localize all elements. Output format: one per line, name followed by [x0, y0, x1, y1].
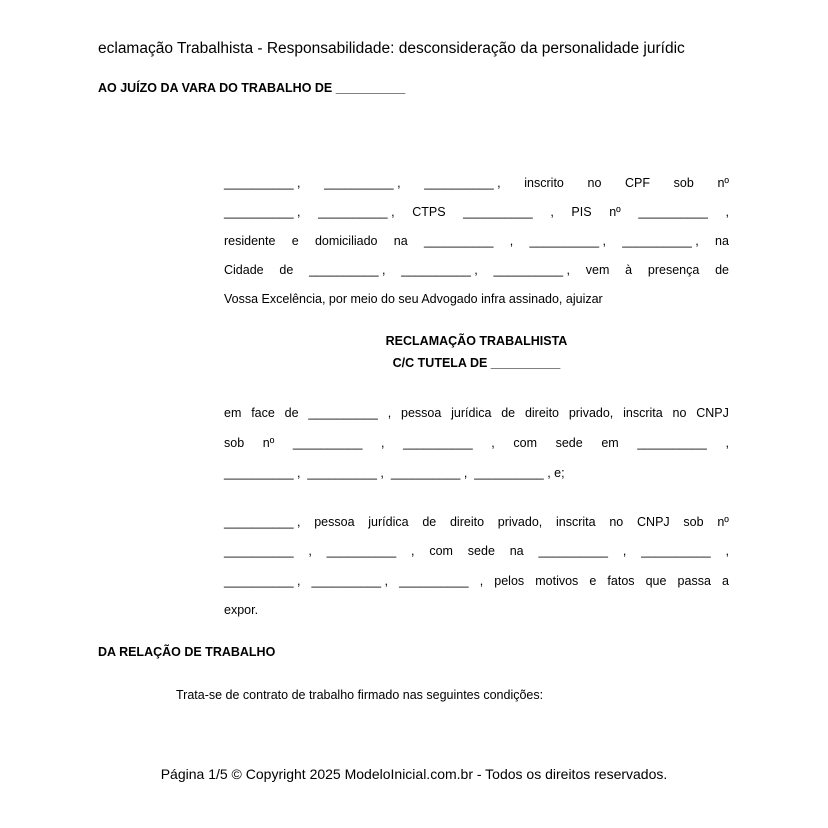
- action-subtitle: C/C TUTELA DE __________: [392, 356, 561, 370]
- word: __________ ,: [318, 205, 395, 219]
- word: de: [501, 406, 516, 420]
- word: __________: [399, 574, 469, 588]
- section-text: Trata-se de contrato de trabalho firmado nas seguintes condições:: [176, 688, 544, 702]
- action-title: RECLAMAÇÃO TRABALHISTA: [385, 334, 568, 348]
- word: que: [645, 574, 667, 588]
- word: ,: [381, 436, 385, 450]
- word: ,: [725, 544, 729, 558]
- word: com: [513, 436, 537, 450]
- section-heading: DA RELAÇÃO DE TRABALHO: [98, 645, 276, 659]
- text-line: [224, 263, 729, 277]
- word: jurídica: [368, 515, 409, 529]
- word: ,: [308, 544, 312, 558]
- word: domiciliado: [314, 234, 378, 248]
- word: pessoa: [401, 406, 442, 420]
- word: expor.: [224, 603, 259, 617]
- word: __________ ,: [622, 234, 699, 248]
- word: __________ ,: [529, 234, 606, 248]
- word: de: [284, 406, 299, 420]
- text-line: [224, 544, 729, 558]
- text-line: [224, 205, 729, 219]
- word: Vossa Excelência, por meio do seu Advogado infra assinado, ajuizar: [224, 292, 603, 306]
- word: passa: [677, 574, 711, 588]
- document-header-title: [0, 40, 828, 62]
- addressee-heading: AO JUÍZO DA VARA DO TRABALHO DE __________: [98, 81, 406, 95]
- word: vem: [585, 263, 610, 277]
- page-footer: Página 1/5 © Copyright 2025 ModeloInicial.com.br - Todos os direitos reservados.: [160, 766, 668, 782]
- word: no: [609, 515, 624, 529]
- word: na: [393, 234, 408, 248]
- word: __________: [538, 544, 608, 558]
- word: com: [429, 544, 453, 558]
- text-line: [224, 436, 729, 450]
- word: __________ ,: [311, 574, 389, 588]
- text-line: [224, 515, 729, 529]
- word: de: [279, 263, 294, 277]
- word: __________: [637, 436, 707, 450]
- word: ,: [725, 205, 729, 219]
- word: __________ ,: [224, 574, 301, 588]
- word: de: [715, 263, 729, 277]
- word: __________ ,: [224, 176, 301, 190]
- word: motivos: [535, 574, 579, 588]
- text-line: [224, 176, 729, 190]
- header-title-text: eclamação Trabalhista - Responsabilidade: desconsideração da personalidade jurídic: [98, 40, 685, 57]
- word: inscrita: [556, 515, 596, 529]
- word: nº: [717, 515, 729, 529]
- word: na: [715, 234, 729, 248]
- word: no: [587, 176, 602, 190]
- word: PIS: [571, 205, 592, 219]
- word: e: [291, 234, 299, 248]
- word: em: [224, 406, 242, 420]
- word: sob: [673, 176, 694, 190]
- word: presença: [647, 263, 700, 277]
- word: CTPS: [412, 205, 446, 219]
- word: __________: [403, 436, 473, 450]
- word: __________: [423, 234, 494, 248]
- word: ,: [509, 234, 514, 248]
- word: ,: [387, 406, 392, 420]
- word: __________ ,: [493, 263, 570, 277]
- word: __________ ,: [424, 176, 501, 190]
- word: de: [422, 515, 437, 529]
- word: em: [601, 436, 619, 450]
- word: ,: [622, 544, 627, 558]
- word: __________: [224, 544, 294, 558]
- word: sede: [555, 436, 583, 450]
- word: ,: [725, 436, 729, 450]
- word: __________ , __________ , __________ , __________ , e;: [224, 466, 565, 480]
- word: __________ ,: [224, 205, 301, 219]
- word: ,: [550, 205, 554, 219]
- word: face: [251, 406, 275, 420]
- text-line: [224, 292, 729, 306]
- word: inscrita: [623, 406, 663, 420]
- word: CNPJ: [696, 406, 729, 420]
- word: nº: [609, 205, 621, 219]
- word: a: [721, 574, 729, 588]
- text-line: [224, 574, 729, 588]
- word: __________ ,: [224, 515, 301, 529]
- word: e: [589, 574, 597, 588]
- word: nº: [717, 176, 729, 190]
- word: __________ ,: [309, 263, 386, 277]
- word: fatos: [607, 574, 635, 588]
- word: direito: [524, 406, 559, 420]
- word: residente: [224, 234, 276, 248]
- word: CNPJ: [637, 515, 670, 529]
- word: na: [509, 544, 524, 558]
- word: ,: [479, 574, 484, 588]
- word: jurídica: [451, 406, 492, 420]
- text-line: [224, 466, 729, 480]
- word: inscrito: [524, 176, 564, 190]
- word: direito: [449, 515, 485, 529]
- word: sede: [467, 544, 495, 558]
- word: privado,: [497, 515, 543, 529]
- word: pelos: [494, 574, 525, 588]
- word: sob: [683, 515, 704, 529]
- word: privado,: [568, 406, 614, 420]
- word: __________: [326, 544, 397, 558]
- text-line: [224, 406, 729, 420]
- word: __________: [463, 205, 533, 219]
- word: nº: [262, 436, 275, 450]
- word: __________ ,: [401, 263, 478, 277]
- word: sob: [224, 436, 245, 450]
- word: Cidade: [224, 263, 264, 277]
- word: à: [625, 263, 633, 277]
- word: ,: [411, 544, 415, 558]
- word: __________ ,: [324, 176, 401, 190]
- word: __________: [308, 406, 378, 420]
- word: __________: [292, 436, 363, 450]
- word: __________: [638, 205, 708, 219]
- text-line: [224, 603, 729, 617]
- word: pessoa: [314, 515, 355, 529]
- word: ,: [491, 436, 495, 450]
- text-line: [224, 234, 729, 248]
- word: __________: [641, 544, 711, 558]
- word: CPF: [625, 176, 651, 190]
- word: no: [672, 406, 687, 420]
